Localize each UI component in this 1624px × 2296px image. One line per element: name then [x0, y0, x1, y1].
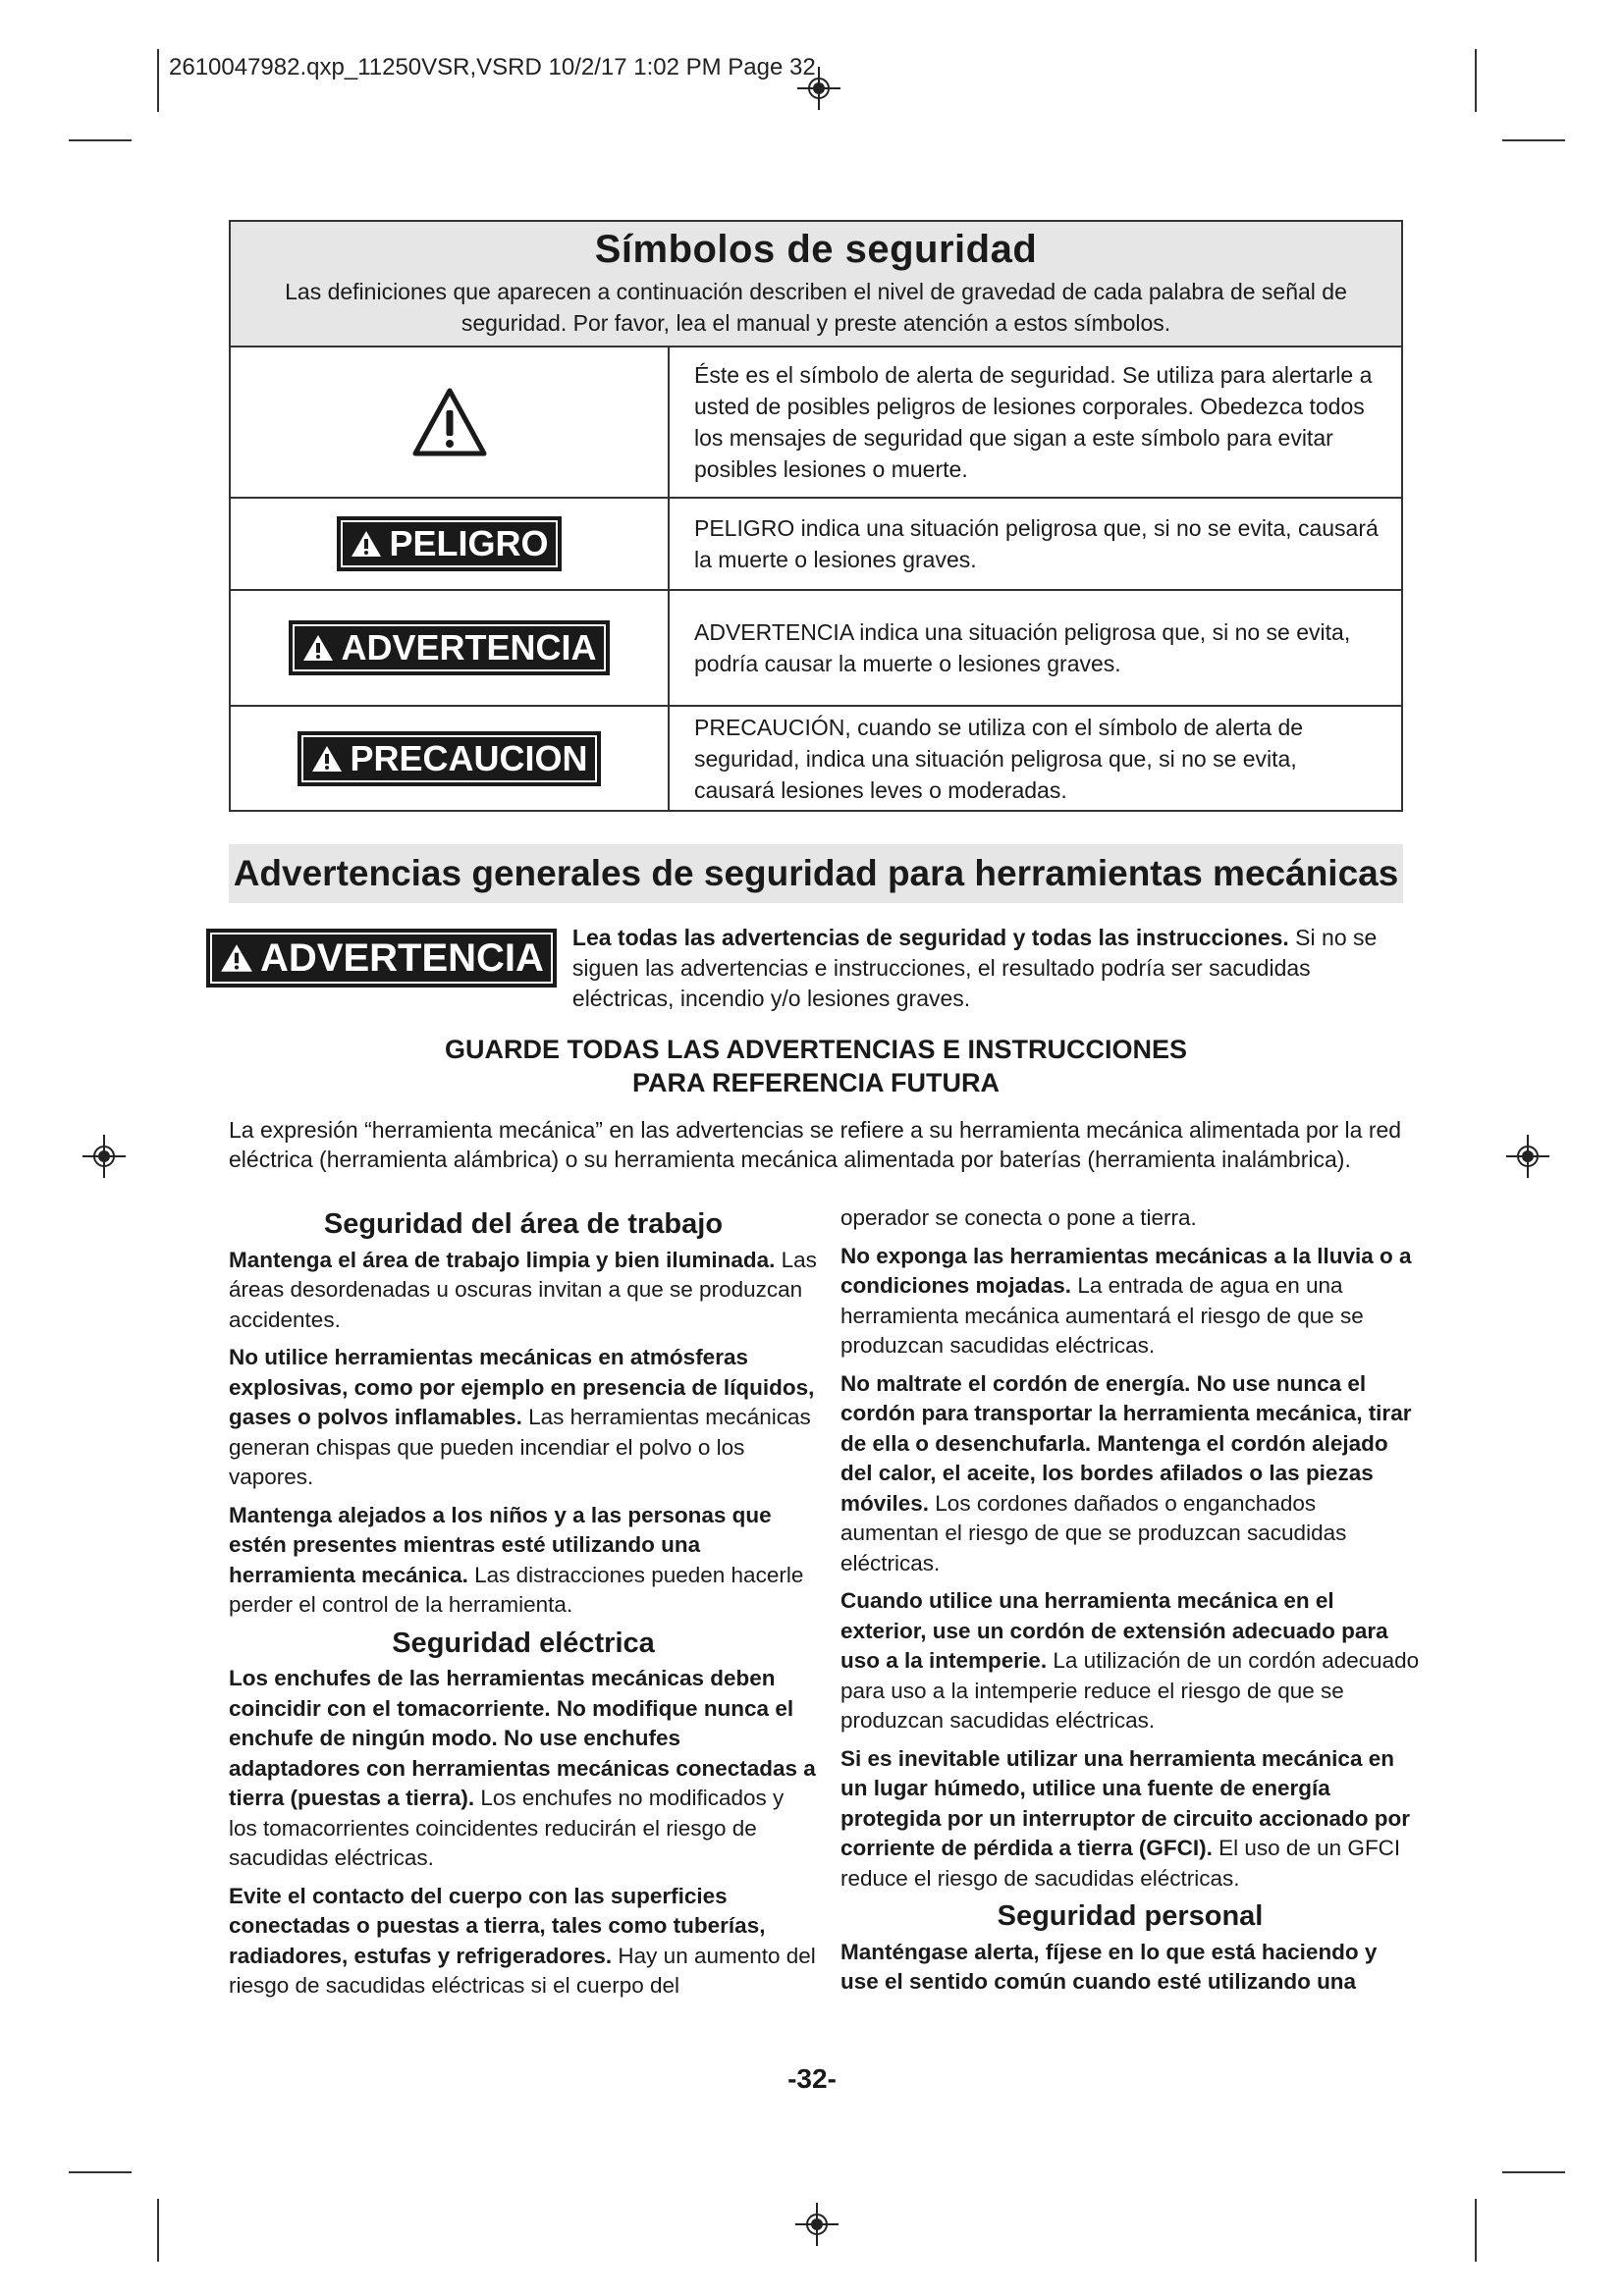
print-slug: 2610047982.qxp_11250VSR,VSRD 10/2/17 1:02 PM Page 32 [169, 54, 816, 80]
registration-mark-icon [82, 1135, 126, 1178]
work-area-item [229, 1501, 818, 1621]
item-lead: No exponga las herramientas mecánicas a la lluvia o a condiciones mojadas. [840, 1243, 1412, 1298]
peligro-badge [337, 516, 561, 571]
crop-mark [157, 2199, 159, 2262]
safety-symbols-table [229, 220, 1403, 812]
item-text: Las herramientas mecánicas generan chispas que pueden incendiar el polvo o los vapores. [229, 1405, 811, 1489]
safety-symbols-title: Símbolos de seguridad [594, 228, 1038, 271]
item-lead: Los enchufes de las herramientas mecánicas deben coincidir con el tomacorriente. No modifique nunca el enchufe de ningún modo. No use enchufes adaptadores con herramientas mecánicas conectadas a tierra (puestas a tierra). [229, 1666, 816, 1810]
symbol-description: PRECAUCIÓN, cuando se utiliza con el símbolo de alerta de seguridad, indica una situación peligrosa que, si no se evita, causará lesiones leves o moderadas. [694, 714, 1304, 803]
electrical-item [229, 1882, 818, 2002]
item-lead: Manténgase alerta, fíjese en lo que está haciendo y use el sentido común cuando esté utilizando una [840, 1939, 1378, 1994]
item-text: Los cordones dañados o enganchados aumentan el riesgo de que se produzcan sacudidas eléctricas. [840, 1490, 1347, 1575]
continued-text: operador se conecta o pone a tierra. [840, 1205, 1197, 1230]
registration-mark-icon [795, 2203, 839, 2246]
general-warnings-title: Advertencias generales de seguridad para herramientas mecánicas [229, 844, 1403, 903]
symbol-row-alert [231, 347, 1401, 499]
warning-lead: Lea todas las advertencias de seguridad y todas las instrucciones. [571, 925, 1289, 950]
work-area-item [229, 1343, 818, 1493]
safety-alert-triangle-icon [411, 387, 488, 457]
symbol-row-precaucion [231, 707, 1401, 810]
item-lead: No utilice herramientas mecánicas en atmósferas explosivas, como por ejemplo en presencia de líquidos, gases o polvos inflamables. [229, 1345, 815, 1429]
work-area-item [229, 1246, 818, 1336]
electrical-heading: Seguridad eléctrica [392, 1627, 655, 1659]
crop-mark [1475, 49, 1477, 112]
personal-safety-heading: Seguridad personal [997, 1900, 1264, 1932]
alert-triangle-icon [350, 529, 383, 559]
item-lead: No maltrate el cordón de energía. No use nunca el cordón para transportar la herramienta mecánica, tirar de ella o desenchufarla. Mantenga el cordón alejado del calor, el aceite, los bordes afilados o las piezas móviles. [840, 1370, 1412, 1516]
symbol-cell [231, 591, 670, 705]
electrical-item [840, 1369, 1420, 1579]
crop-mark [1502, 2171, 1565, 2173]
alert-triangle-icon [310, 744, 344, 774]
advertencia-badge [206, 929, 557, 988]
electrical-item [840, 1744, 1420, 1895]
electrical-item [840, 1586, 1420, 1736]
left-column [229, 1203, 818, 2009]
item-lead: Mantenga el área de trabajo limpia y bien iluminada. [229, 1247, 776, 1272]
advertencia-badge-label: ADVERTENCIA [341, 627, 597, 667]
work-area-heading: Seguridad del área de trabajo [323, 1208, 724, 1240]
safety-symbols-header [231, 222, 1401, 347]
item-lead: Si es inevitable utilizar una herramienta mecánica en un lugar húmedo, utilice una fuente de energía protegida por un interruptor de circuito accionado por corriente de pérdida a tierra (GFCI). [840, 1745, 1411, 1860]
symbol-row-advertencia [231, 591, 1401, 707]
crop-mark [157, 49, 159, 112]
symbol-cell [231, 499, 670, 589]
safety-symbols-intro: Las definiciones que aparecen a continuación describen el nivel de gravedad de cada palabra de señal de seguridad. Por favor, lea el manual y preste atención a estos símbolos. [285, 279, 1347, 336]
precaucion-badge [298, 731, 600, 786]
item-text: Los enchufes no modificados y los tomacorrientes coincidentes reducirán el riesgo de sacudidas eléctricas. [229, 1786, 785, 1870]
right-column [840, 1203, 1420, 2005]
alert-triangle-icon [219, 942, 254, 974]
save-instructions-line1: GUARDE TODAS LAS ADVERTENCIAS E INSTRUCCIONES [444, 1035, 1188, 1064]
electrical-item [840, 1242, 1420, 1362]
item-text: La entrada de agua en una herramienta mecánica aumentará el riesgo de que se produzcan sacudidas eléctricas. [840, 1273, 1364, 1358]
item-text: Las áreas desordenadas u oscuras invitan a que se produzcan accidentes. [229, 1247, 817, 1332]
symbol-description: ADVERTENCIA indica una situación peligrosa que, si no se evita, podría causar la muerte o lesiones graves. [694, 619, 1351, 676]
crop-mark [69, 2171, 132, 2173]
peligro-badge-label: PELIGRO [389, 523, 549, 563]
precaucion-badge-label: PRECAUCION [350, 737, 588, 778]
alert-triangle-icon [301, 633, 335, 663]
crop-mark [1475, 2199, 1477, 2262]
symbol-cell [231, 707, 670, 810]
item-lead: Cuando utilice una herramienta mecánica en el exterior, use un cordón de extensión adecuado para uso a la intemperie. [840, 1588, 1388, 1673]
symbol-description: PELIGRO indica una situación peligrosa que, si no se evita, causará la muerte o lesiones graves. [694, 515, 1379, 572]
item-text: Las distracciones pueden hacerle perder el control de la herramienta. [229, 1562, 804, 1617]
crop-mark [1502, 139, 1565, 141]
advertencia-badge [289, 620, 609, 675]
item-text: Hay un aumento del riesgo de sacudidas eléctricas si el cuerpo del [229, 1943, 816, 1998]
warning-text: Si no se siguen las advertencias e instrucciones, el resultado podría ser sacudidas eléctricas, incendio y/o lesiones graves. [571, 925, 1378, 1011]
symbol-cell [231, 347, 670, 497]
item-lead: Mantenga alejados a los niños y a las personas que estén presentes mientras esté utilizando una herramienta mecánica. [229, 1502, 772, 1587]
advertencia-badge-label: ADVERTENCIA [260, 935, 544, 980]
item-text: La utilización de un cordón adecuado para uso a la intemperie reduce el riesgo de que se produzcan sacudidas eléctricas. [840, 1648, 1420, 1733]
crop-mark [69, 139, 132, 141]
personal-safety-item [840, 1938, 1420, 1998]
page-number: -32- [787, 2063, 837, 2094]
item-text: El uso de un GFCI reduce el riesgo de sacudidas eléctricas. [840, 1836, 1401, 1891]
symbol-row-peligro [231, 499, 1401, 591]
electrical-item [229, 1664, 818, 1874]
registration-mark-icon [1506, 1135, 1549, 1178]
save-instructions-line2: PARA REFERENCIA FUTURA [632, 1068, 1000, 1097]
power-tool-definition: La expresión “herramienta mecánica” en las advertencias se refiere a su herramienta mecánica alimentada por la red eléctrica (herramienta alámbrica) o su herramienta mecánica alimentada por baterías (herramienta inalámbrica). [229, 1117, 1402, 1172]
item-lead: Evite el contacto del cuerpo con las superficies conectadas o puestas a tierra, tales como tuberías, radiadores, estufas y refrigeradores. [229, 1883, 766, 1968]
symbol-description: Éste es el símbolo de alerta de seguridad. Se utiliza para alertarle a usted de posibles peligros de lesiones corporales. Obedezca todos los mensajes de seguridad que sigan a este símbolo para evitar posibles lesiones o muerte. [694, 362, 1373, 482]
general-warning-intro [206, 923, 1414, 1014]
